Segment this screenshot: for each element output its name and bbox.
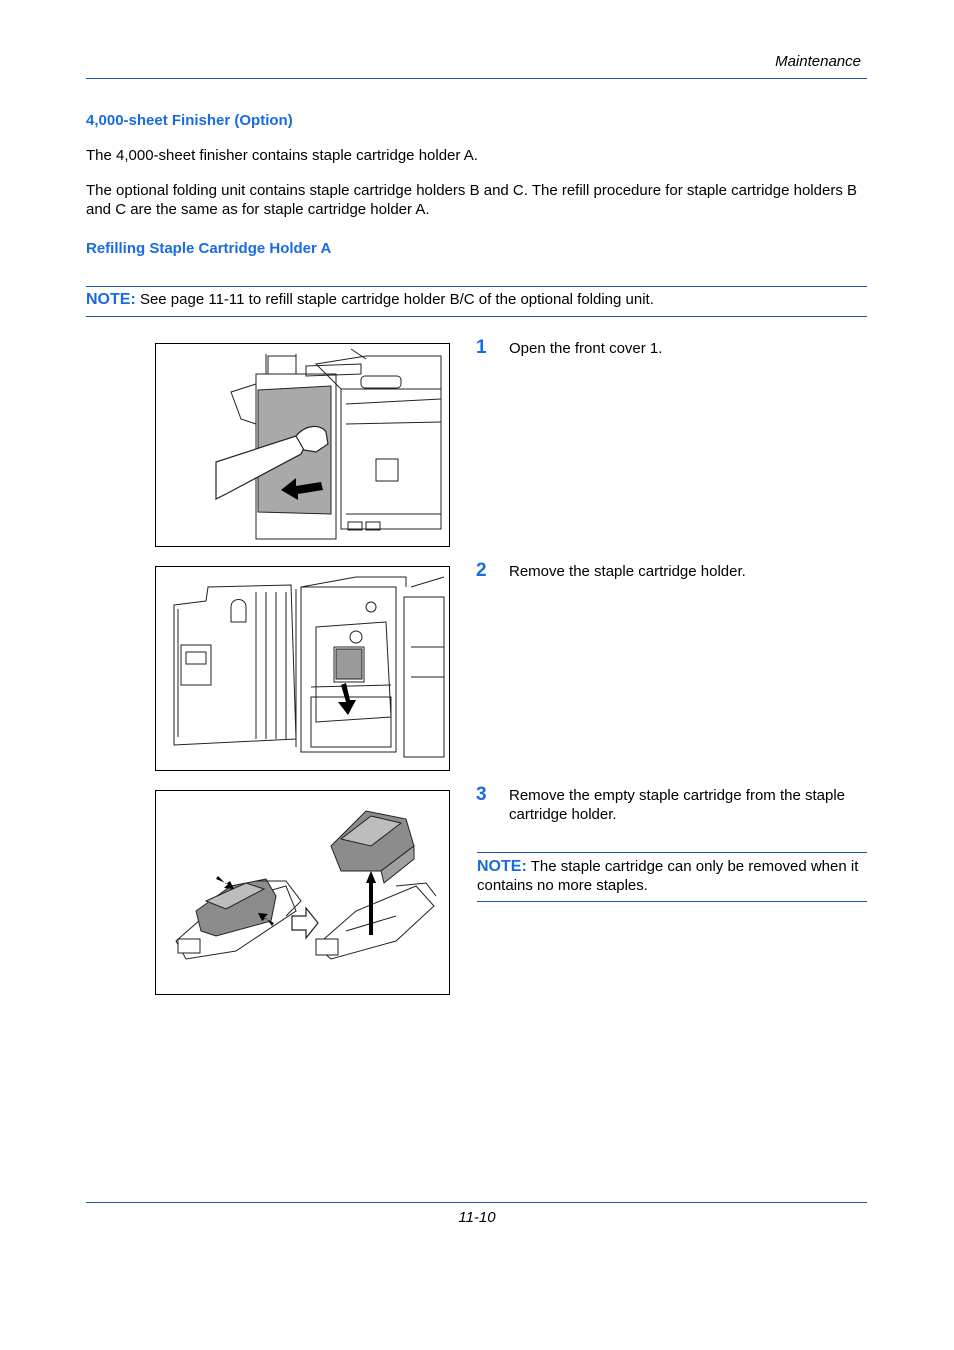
cartridge-removal-illustration: [156, 791, 449, 994]
header-rule: [86, 78, 867, 79]
finisher-front-cover-illustration: [156, 344, 449, 546]
note: [86, 291, 867, 309]
note-top-rule: [86, 286, 867, 287]
step-3-number: 3: [476, 784, 487, 805]
note-text: See page 11-11 to refill staple cartridge holder B/C of the optional folding unit.: [139, 291, 654, 308]
section-heading: 4,000-sheet Finisher (Option): [86, 112, 293, 129]
step-3-note: [477, 857, 862, 895]
note-bottom-rule: [86, 316, 867, 317]
header-section-title: Maintenance: [775, 53, 861, 70]
step-1-number: 1: [476, 337, 487, 358]
page-number: 11-10: [458, 1209, 496, 1226]
staple-holder-removal-illustration: [156, 567, 449, 770]
footer-rule: [86, 1202, 867, 1203]
step-1-text: Open the front cover 1.: [509, 340, 663, 357]
figure-remove-holder: [155, 566, 450, 771]
step-2-number: 2: [476, 560, 487, 581]
paragraph-1: The 4,000-sheet finisher contains staple cartridge holder A.: [86, 147, 478, 164]
step-3-note-bottom-rule: [477, 901, 867, 902]
note-label: NOTE:: [86, 291, 136, 308]
step-3-note-top-rule: [477, 852, 867, 853]
step-2-text: Remove the staple cartridge holder.: [509, 563, 746, 580]
step-3-text: Remove the empty staple cartridge from the staple cartridge holder.: [509, 787, 845, 823]
paragraph-2: The optional folding unit contains staple cartridge holders B and C. The refill procedure for staple cartridge holders B and C are the same as for staple cartridge holder A.: [86, 182, 857, 218]
subsection-heading: Refilling Staple Cartridge Holder A: [86, 240, 332, 257]
figure-open-front-cover: [155, 343, 450, 547]
step-3-note-label: NOTE:: [477, 858, 527, 875]
step-3-note-text: The staple cartridge can only be removed when it contains no more staples.: [477, 858, 859, 894]
figure-remove-empty-cartridge: [155, 790, 450, 995]
